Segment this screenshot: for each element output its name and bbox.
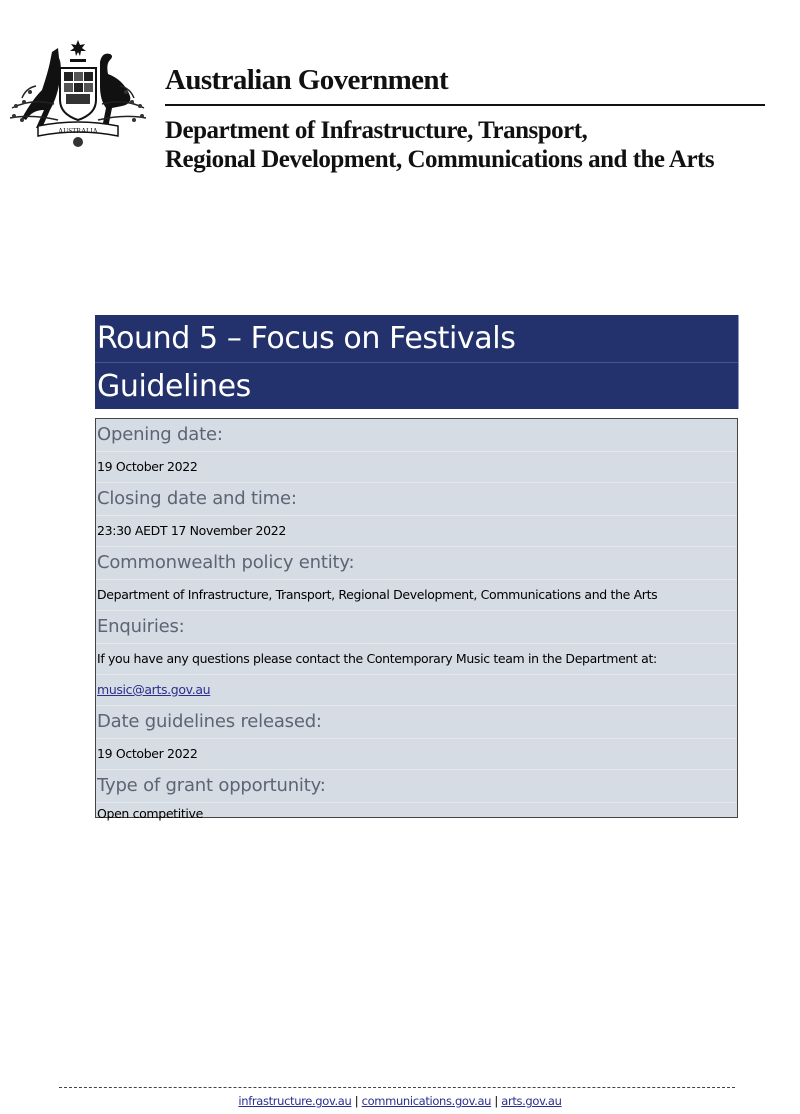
enquiries-label: Enquiries: <box>97 616 185 637</box>
footer-link-infrastructure[interactable]: infrastructure.gov.au <box>238 1094 352 1108</box>
opening-date-label: Opening date: <box>97 424 223 445</box>
enquiries-value: If you have any questions please contact the Contemporary Music team in the Department at: <box>97 651 657 666</box>
grant-type-row <box>96 770 737 803</box>
release-date-value: 19 October 2022 <box>97 746 198 761</box>
government-title: Australian Government <box>165 64 449 96</box>
policy-entity-label: Commonwealth policy entity: <box>97 552 355 573</box>
australian-coat-of-arms-icon <box>2 38 154 150</box>
enquiries-row <box>96 611 737 644</box>
policy-entity-row <box>96 547 737 580</box>
enquiries-email-row <box>96 675 737 706</box>
opening-date-value: 19 October 2022 <box>97 459 198 474</box>
footer-link-arts[interactable]: arts.gov.au <box>501 1094 562 1108</box>
enquiries-email-link[interactable]: music@arts.gov.au <box>97 682 211 697</box>
grant-info-table <box>95 418 738 821</box>
policy-entity-value: Department of Infrastructure, Transport, Regional Development, Communications and the Arts <box>97 587 658 602</box>
footer-link-communications[interactable]: communications.gov.au <box>361 1094 492 1108</box>
department-name-line1: Department of Infrastructure, Transport, <box>165 117 588 144</box>
svg-text:AUSTRALIA: AUSTRALIA <box>58 127 98 135</box>
document-subtitle: Guidelines <box>95 362 738 409</box>
document-title-banner <box>95 315 739 409</box>
release-date-value-row <box>96 739 737 770</box>
footer-links <box>0 1094 800 1108</box>
footer-separator: | <box>354 1094 359 1108</box>
footer-divider <box>59 1087 735 1088</box>
closing-date-row <box>96 483 737 516</box>
grant-type-value-row <box>96 803 737 827</box>
enquiries-value-row <box>96 644 737 675</box>
document-title: Round 5 – Focus on Festivals <box>97 321 516 356</box>
closing-date-label: Closing date and time: <box>97 488 297 509</box>
closing-date-value: 23:30 AEDT 17 November 2022 <box>97 523 286 538</box>
opening-date-value-row <box>96 452 737 483</box>
grant-type-label: Type of grant opportunity: <box>97 775 326 796</box>
department-name <box>165 116 714 174</box>
footer-separator: | <box>494 1094 498 1108</box>
header-divider <box>165 104 765 106</box>
policy-entity-value-row <box>96 580 737 611</box>
release-date-label: Date guidelines released: <box>97 711 322 732</box>
department-name-line2: Regional Development, Communications and the Arts <box>165 146 715 173</box>
opening-date-row <box>96 419 737 452</box>
grant-type-value: Open competitive <box>97 806 203 821</box>
closing-date-value-row <box>96 516 737 547</box>
release-date-row <box>96 706 737 739</box>
